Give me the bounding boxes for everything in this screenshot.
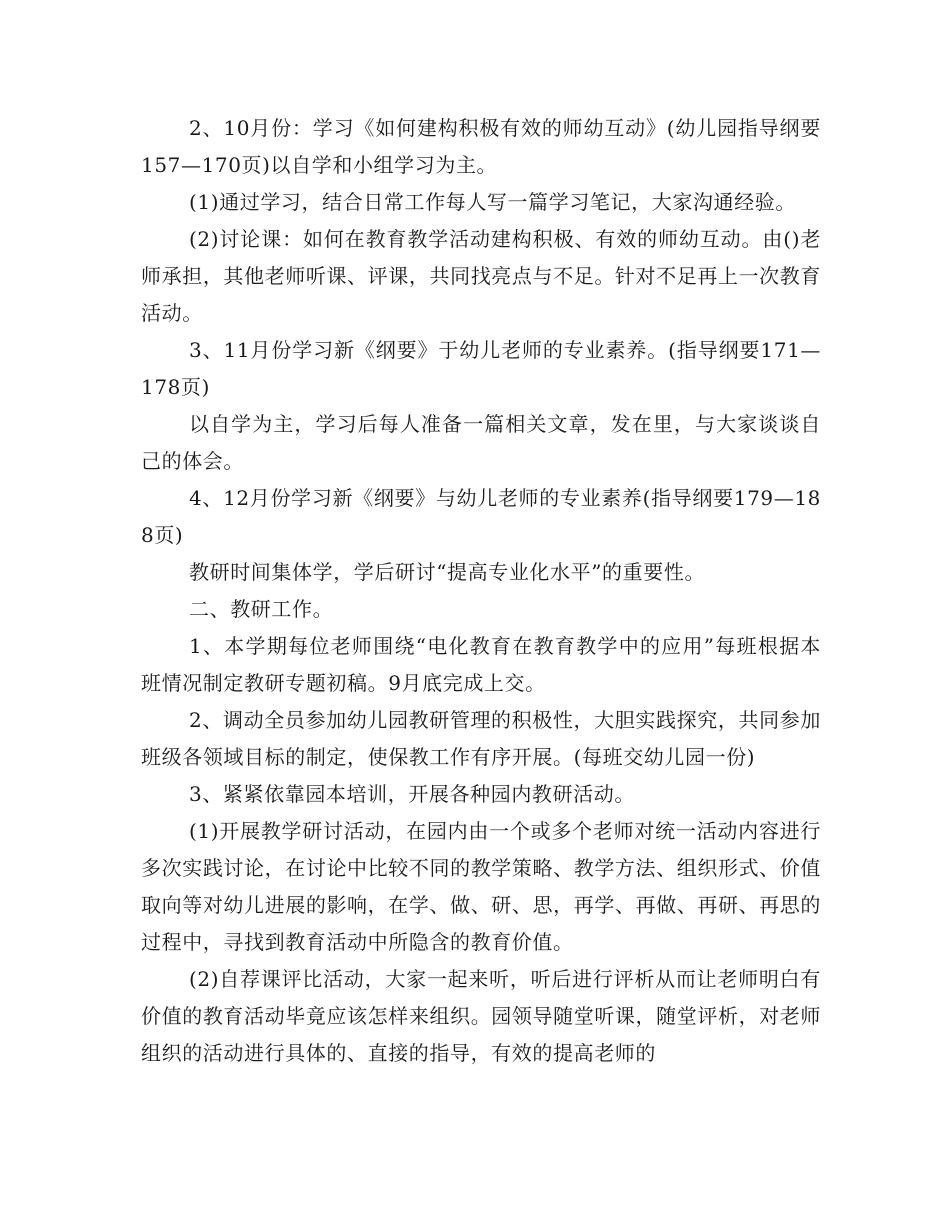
paragraph-december-study: 4、12月份学习新《纲要》与幼儿老师的专业素养(指导纲要179—188页) <box>141 486 821 547</box>
paragraph-discussion-class: (2)讨论课：如何在教育教学活动建构积极、有效的师幼互动。由()老师承担，其他老师听课、评课，共同找亮点与不足。针对不足再上一次教育活动。 <box>141 227 821 325</box>
paragraph-group-study: 教研时间集体学，学后研讨“提高专业化水平”的重要性。 <box>189 560 706 584</box>
paragraph-lesson-evaluation: (2)自荐课评比活动，大家一起来听，听后进行评析从而让老师明白有价值的教育活动毕竟应该怎样来组织。园领导随堂听课，随堂评析，对老师组织的活动进行具体的、直接的指导，有效的提高老师的 <box>141 967 821 1065</box>
paragraph-october-study: 2、10月份：学习《如何建构积极有效的师幼互动》(幼儿园指导纲要157—170页)以自学和小组学习为主。 <box>141 116 821 177</box>
paragraph-research-topic: 1、本学期每位老师围绕“电化教育在教育教学中的应用”每班根据本班情况制定教研专题初稿。9月底完成上交。 <box>141 634 821 695</box>
section-heading-research-work: 二、教研工作。 <box>189 597 334 621</box>
paragraph-study-notes: (1)通过学习，结合日常工作每人写一篇学习笔记，大家沟通经验。 <box>189 190 796 214</box>
paragraph-teaching-seminar: (1)开展教学研讨活动，在园内由一个或多个老师对统一活动内容进行多次实践讨论，在讨论中比较不同的教学策略、教学方法、组织形式、价值取向等对幼儿进展的影响，在学、做、研、思，再学、再做、再研、再思的过程中，寻找到教育活动中所隐含的教育价值。 <box>141 819 821 954</box>
paragraph-self-study: 以自学为主，学习后每人准备一篇相关文章，发在里，与大家谈谈自己的体会。 <box>141 412 821 473</box>
paragraph-staff-participation: 2、调动全员参加幼儿园教研管理的积极性，大胆实践探究，共同参加班级各领域目标的制定，使保教工作有序开展。(每班交幼儿园一份) <box>141 708 821 769</box>
document-body <box>141 110 821 1072</box>
paragraph-november-study: 3、11月份学习新《纲要》于幼儿老师的专业素养。(指导纲要171—178页) <box>141 338 821 399</box>
paragraph-school-training: 3、紧紧依靠园本培训，开展各种园内教研活动。 <box>189 782 635 806</box>
